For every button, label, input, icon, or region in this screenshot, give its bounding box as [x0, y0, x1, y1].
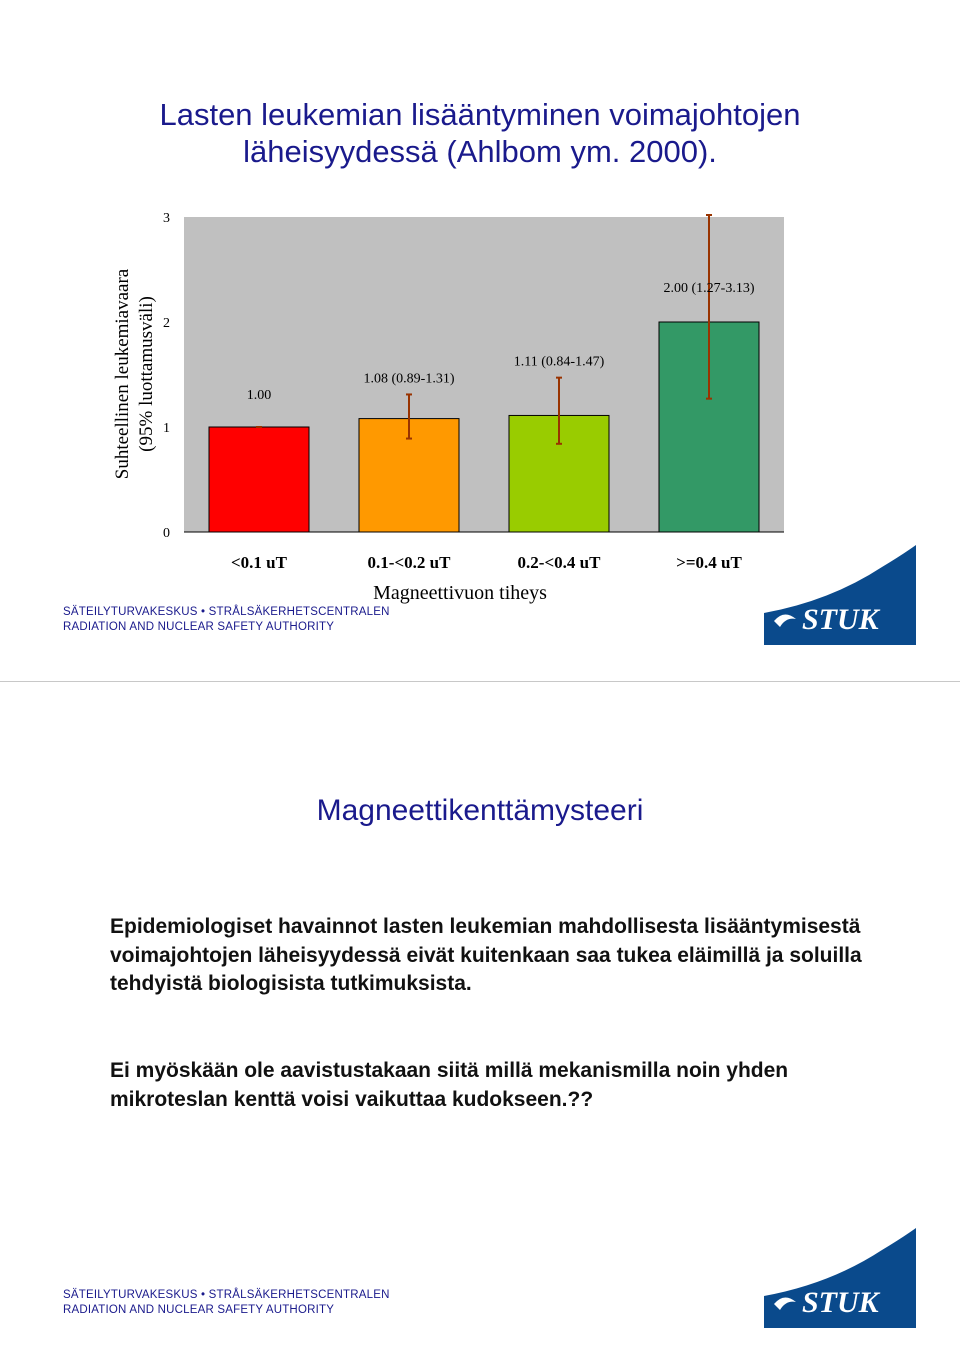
data-label: 1.08 (0.89-1.31)	[363, 371, 455, 387]
bar	[209, 427, 309, 532]
y-tick-label: 1	[163, 421, 170, 436]
paragraph-1: Epidemiologiset havainnot lasten leukemian mahdollisesta lisääntymisestä voimajohtojen läheisyydessä eivät kuitenkaan saa tukea eläimillä ja soluilla tehdyistä biologisista tutkimuksista.	[110, 915, 862, 995]
y-tick-label: 0	[163, 526, 170, 541]
title-line-1: Lasten leukemian lisääntyminen voimajohtojen	[159, 97, 801, 132]
data-label: 1.11 (0.84-1.47)	[513, 354, 605, 370]
logo-text: STUK	[802, 1286, 879, 1319]
page-divider	[0, 681, 960, 682]
x-axis-ticks	[231, 553, 742, 572]
footer-line-2: RADIATION AND NUCLEAR SAFETY AUTHORITY	[63, 1304, 335, 1316]
data-label: 1.00	[246, 388, 272, 403]
y-axis-ticks	[163, 211, 170, 541]
slide-title: Magneettikenttämysteeri	[316, 794, 644, 827]
logo-text: STUK	[802, 603, 879, 636]
footer-line-1: SÄTEILYTURVAKESKUS • STRÅLSÄKERHETSCENTRALEN	[63, 1289, 390, 1301]
footer-line-2: RADIATION AND NUCLEAR SAFETY AUTHORITY	[63, 621, 335, 633]
footer-line-1: SÄTEILYTURVAKESKUS • STRÅLSÄKERHETSCENTRALEN	[63, 606, 390, 618]
paragraph-2: Ei myöskään ole aavistustakaan siitä millä mekanismilla noin yhden mikroteslan kenttä voisi vaikuttaa kudokseen.??	[110, 1059, 789, 1111]
y-tick-label: 2	[163, 316, 170, 331]
slide-1	[0, 0, 960, 660]
y-tick-label: 3	[163, 211, 170, 226]
data-label: 2.00 (1.27-3.13)	[663, 281, 755, 296]
y-axis-label-line-2: (95% luottamusväli)	[136, 296, 157, 452]
title-line-2: läheisyydessä (Ahlbom ym. 2000).	[243, 134, 717, 169]
x-tick-label: >=0.4 uT	[676, 553, 742, 572]
stuk-logo	[760, 543, 916, 645]
slide-2	[0, 683, 960, 1343]
x-axis-label: Magneettivuon tiheys	[373, 582, 547, 604]
x-tick-label: 0.2-<0.4 uT	[517, 553, 601, 572]
y-axis-label-line-1: Suhteellinen leukemiavaara	[112, 268, 133, 480]
x-tick-label: <0.1 uT	[231, 553, 287, 572]
x-tick-label: 0.1-<0.2 uT	[367, 553, 451, 572]
stuk-logo	[760, 1226, 916, 1328]
